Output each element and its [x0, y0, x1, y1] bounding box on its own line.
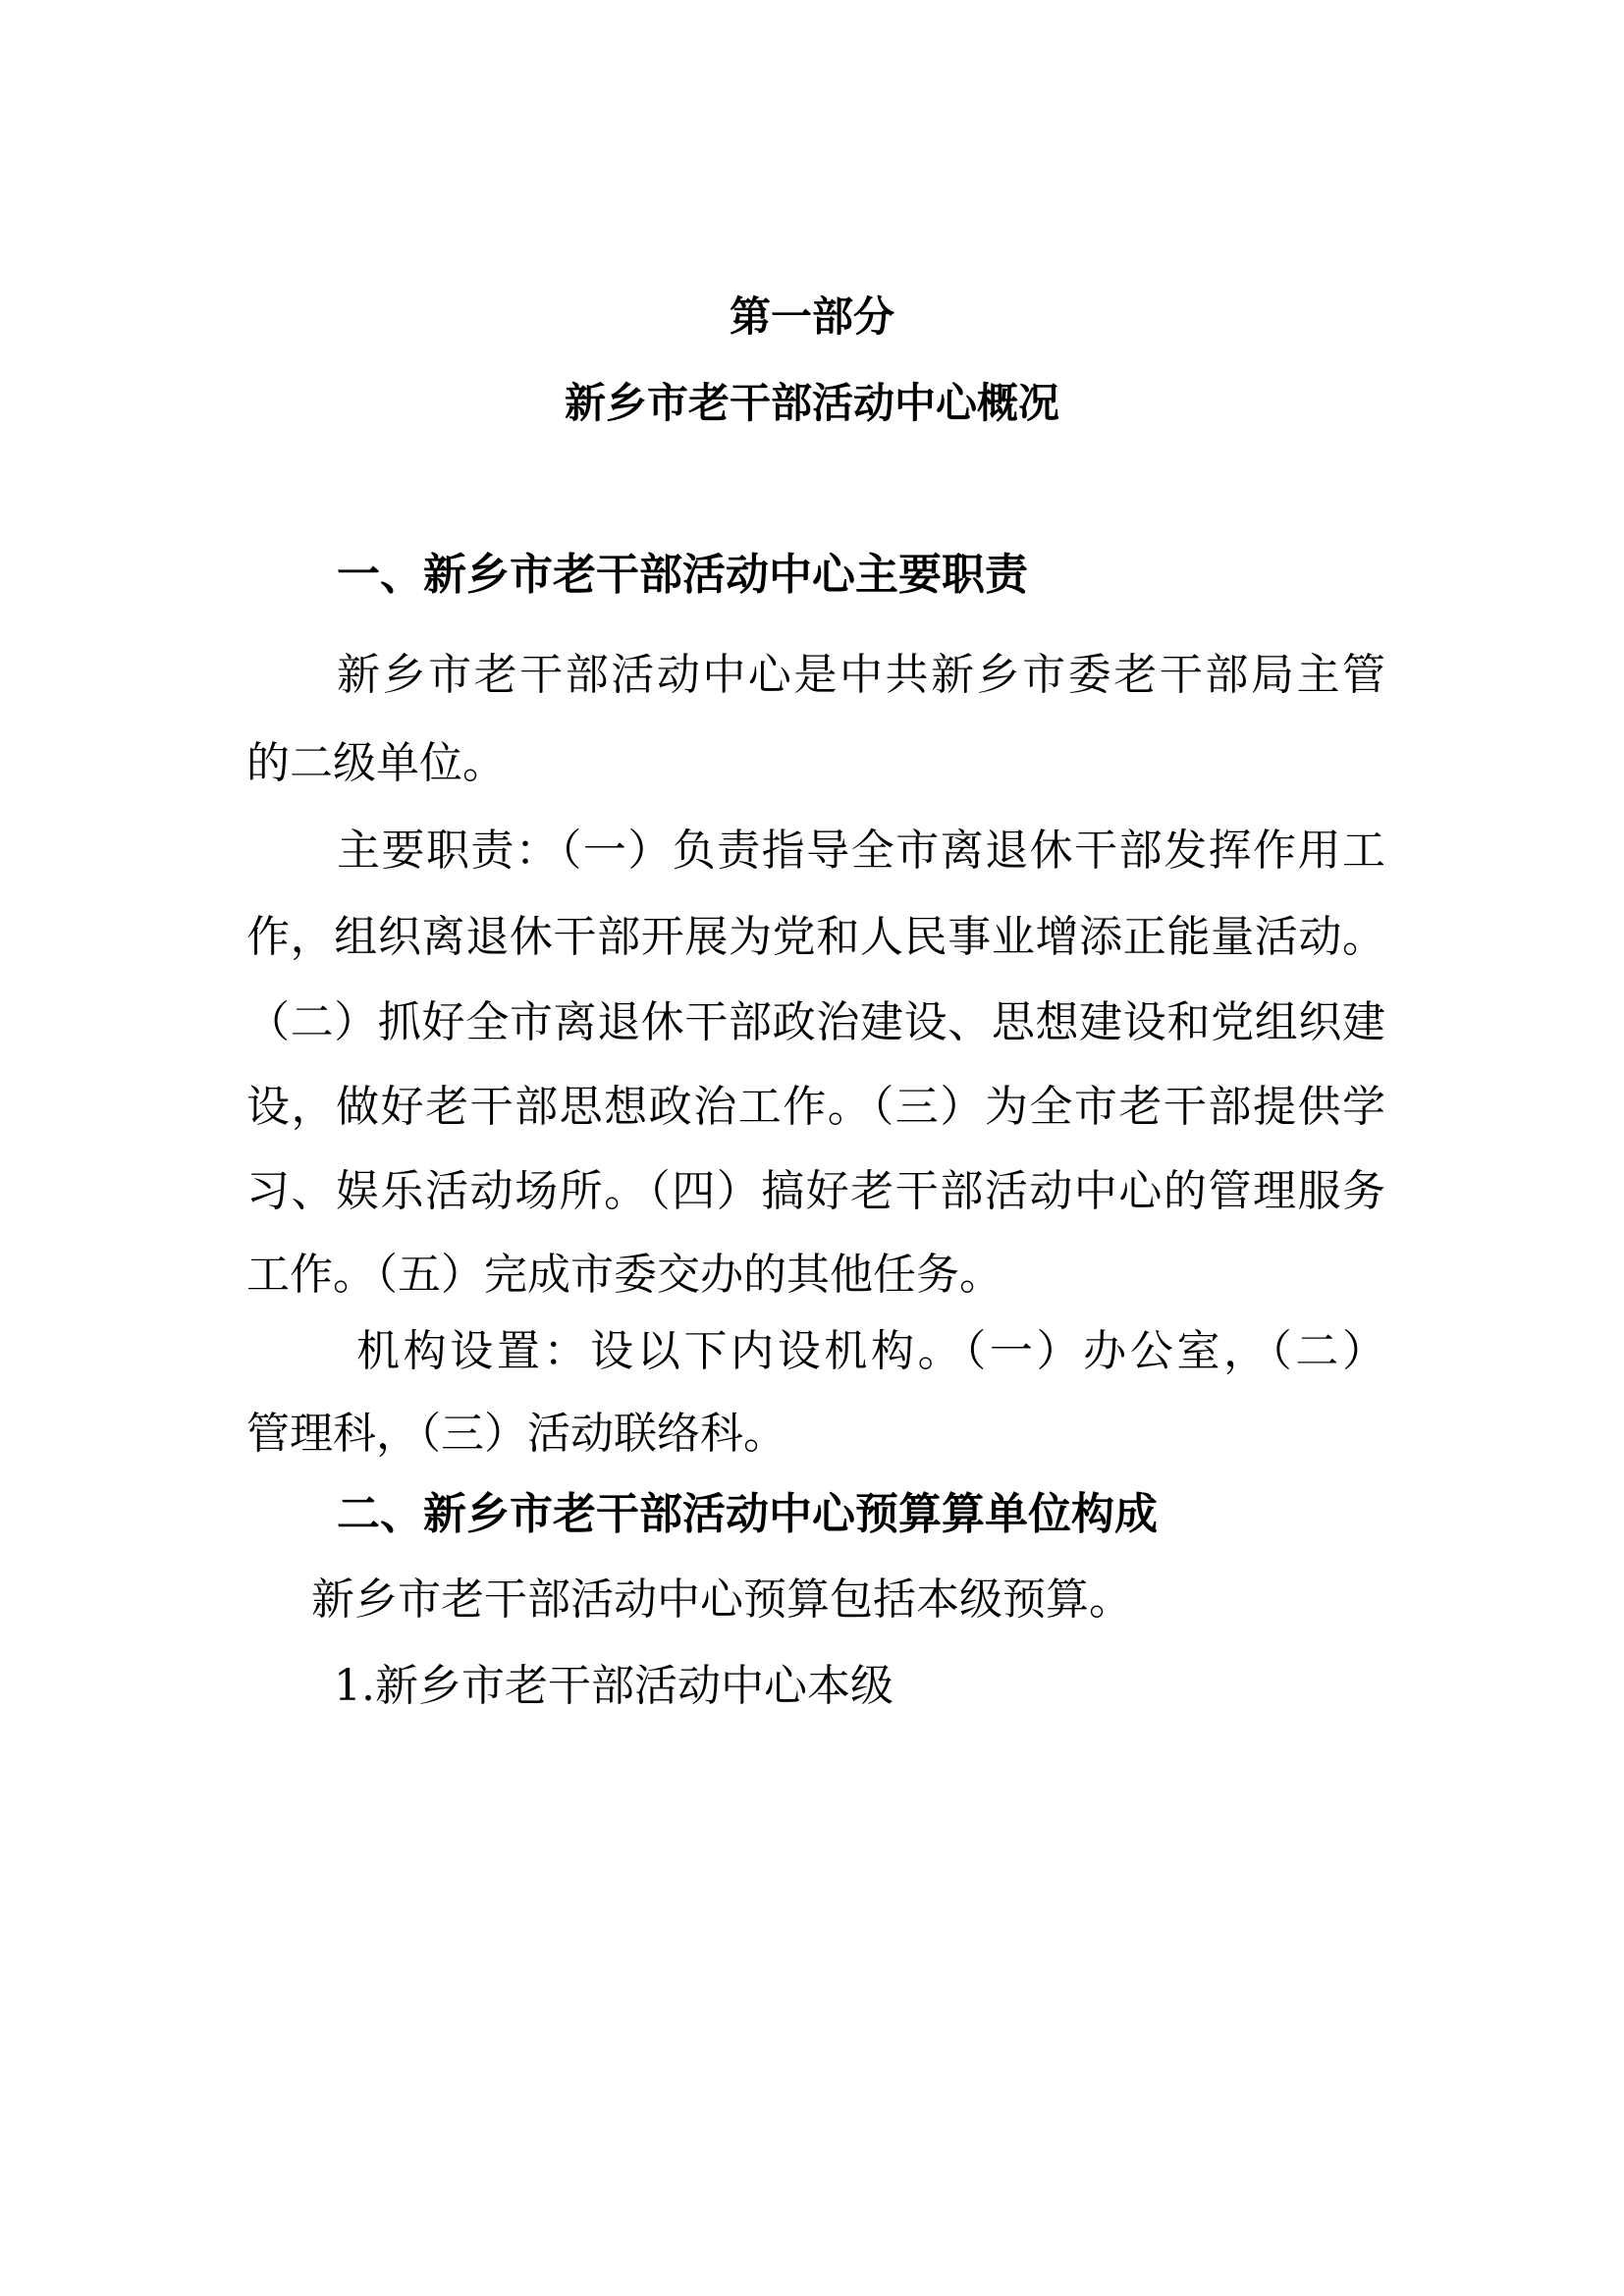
- paragraph-line: （二）抓好全市离退休干部政治建设、思想建设和党组织建: [246, 997, 1385, 1047]
- paragraph-line: 1.新乡市老干部活动中心本级: [334, 1661, 893, 1711]
- paragraph-line: 作，组织离退休干部开展为党和人民事业增添正能量活动。: [246, 912, 1385, 962]
- paragraph-line: 的二级单位。: [246, 738, 506, 788]
- paragraph-line: 习、娱乐活动场所。（四）搞好老干部活动中心的管理服务: [246, 1166, 1385, 1216]
- part-title: 新乡市老干部活动中心概况: [564, 379, 1059, 427]
- paragraph-line: 新乡市老干部活动中心是中共新乡市委老干部局主管: [337, 650, 1385, 700]
- paragraph-line: 管理科，（三）活动联络科。: [246, 1409, 786, 1459]
- paragraph-line: 主要职责：（一）负责指导全市离退休干部发挥作用工: [337, 826, 1385, 876]
- section1-heading: 一、新乡市老干部活动中心主要职责: [337, 550, 1028, 600]
- paragraph-line: 工作。（五）完成市委交办的其他任务。: [246, 1250, 1002, 1300]
- paragraph-line: 设，做好老干部思想政治工作。（三）为全市老干部提供学: [246, 1082, 1385, 1132]
- section2-heading: 二、新乡市老干部活动中心预算算单位构成: [337, 1489, 1158, 1539]
- paragraph-line: 机构设置：设以下内设机构。（一）办公室，（二）: [356, 1326, 1385, 1376]
- part-label: 第一部分: [729, 293, 894, 341]
- paragraph-line: 新乡市老干部活动中心预算包括本级预算。: [311, 1575, 1132, 1625]
